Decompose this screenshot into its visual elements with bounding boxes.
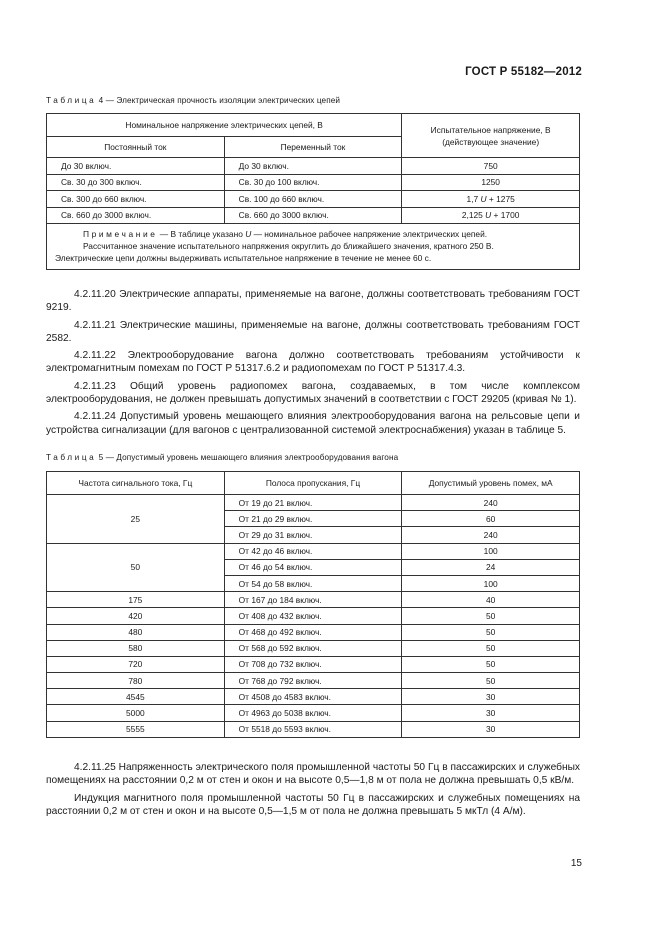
table-row (47, 592, 580, 608)
cell-level: 240 (402, 495, 580, 511)
cell-frequency: 420 (47, 608, 225, 624)
cell-level: 50 (402, 608, 580, 624)
cell-band: От 5518 до 5593 включ. (224, 721, 402, 737)
document-code: ГОСТ Р 55182—2012 (465, 66, 582, 78)
table5-caption-text: 5 — Допустимый уровень мешающего влияния электрооборудования вагона (96, 453, 399, 462)
note-var: U (245, 229, 252, 239)
table-row (47, 721, 580, 737)
cell-frequency: 580 (47, 640, 225, 656)
cell-band: От 167 до 184 включ. (224, 592, 402, 608)
note-duration: Электрические цепи должны выдерживать испытательное напряжение в течение не менее 60 с. (55, 253, 432, 264)
test-var: U (480, 193, 487, 204)
cell-level: 100 (402, 575, 580, 591)
table-row (47, 495, 580, 511)
cell-band: От 708 до 732 включ. (224, 656, 402, 672)
cell-band: От 46 до 54 включ. (224, 559, 402, 575)
paragraph: 4.2.11.22 Электрооборудование вагона должно соответствовать требованиям устойчивости к электромагнитным помехам по ГОСТ Р 51317.6.2 и радиопомехам по ГОСТ Р 51317.4.3. (46, 350, 580, 375)
cell-level: 50 (402, 673, 580, 689)
cell-level: 50 (402, 640, 580, 656)
cell-frequency: 50 (47, 543, 225, 592)
table-row (47, 174, 580, 191)
note-text-b: — номинальное рабочее напряжение электрических цепей. (251, 229, 488, 239)
cell-level: 40 (402, 592, 580, 608)
cell-ac: До 30 включ. (224, 158, 402, 175)
table-row (47, 689, 580, 705)
header-nominal-voltage: Номинальное напряжение электрических цепей, В (47, 114, 402, 137)
header-level: Допустимый уровень помех, мА (402, 472, 580, 495)
paragraph: 4.2.11.21 Электрические машины, применяемые на вагоне, должны соответствовать требованиям ГОСТ 2582. (46, 319, 580, 344)
cell-frequency: 25 (47, 495, 225, 544)
table-row (47, 158, 580, 175)
test-const: + 1700 (491, 210, 520, 221)
header-band: Полоса пропускания, Гц (224, 472, 402, 495)
cell-test (402, 207, 580, 224)
table5-caption (46, 453, 398, 462)
table-row (47, 673, 580, 689)
paragraph: 4.2.11.23 Общий уровень радиопомех вагона, создаваемых, в том числе комплексом электрооборудования, не должен превышать допустимых значений в соответствии с ГОСТ 29205 (кривая № 1). (46, 380, 580, 405)
test-coef: 1,7 (466, 193, 481, 204)
cell-dc: Св. 30 до 300 включ. (47, 174, 225, 191)
note-text-a: — В таблице указано (157, 229, 246, 239)
cell-band: От 408 до 432 включ. (224, 608, 402, 624)
test-coef: 2,125 (461, 210, 486, 221)
cell-test: 750 (402, 158, 580, 175)
cell-band: От 42 до 46 включ. (224, 543, 402, 559)
cell-dc: До 30 включ. (47, 158, 225, 175)
cell-dc: Св. 300 до 660 включ. (47, 191, 225, 208)
table4-caption-text: 4 — Электрическая прочность изоляции электрических цепей (96, 96, 341, 105)
cell-level: 240 (402, 527, 580, 543)
cell-test: 1250 (402, 174, 580, 191)
table-row (47, 608, 580, 624)
cell-band: От 468 до 492 включ. (224, 624, 402, 640)
cell-frequency: 5000 (47, 705, 225, 721)
table-row (47, 543, 580, 559)
cell-level: 30 (402, 705, 580, 721)
cell-level: 24 (402, 559, 580, 575)
note-rounding: Рассчитанное значение испытательного напряжения округлить до ближайшего значения, кратного 250 В. (83, 241, 494, 252)
cell-band: От 768 до 792 включ. (224, 673, 402, 689)
cell-ac: Св. 30 до 100 включ. (224, 174, 402, 191)
cell-frequency: 480 (47, 624, 225, 640)
cell-ac: Св. 660 до 3000 включ. (224, 207, 402, 224)
table-row (47, 656, 580, 672)
table-row (47, 705, 580, 721)
header-test-voltage-line2: (действующее значение) (442, 136, 540, 147)
cell-band: От 21 до 29 включ. (224, 511, 402, 527)
note-word: Примечание (83, 229, 158, 239)
cell-band: От 568 до 592 включ. (224, 640, 402, 656)
header-test-voltage-line1: Испытательное напряжение, В (430, 124, 551, 135)
interference-level-table (46, 471, 580, 738)
cell-band: От 4508 до 4583 включ. (224, 689, 402, 705)
cell-test (402, 191, 580, 208)
cell-ac: Св. 100 до 660 включ. (224, 191, 402, 208)
cell-band: От 19 до 21 включ. (224, 495, 402, 511)
cell-level: 50 (402, 656, 580, 672)
header-dc: Постоянный ток (47, 137, 225, 158)
cell-level: 30 (402, 689, 580, 705)
cell-band: От 4963 до 5038 включ. (224, 705, 402, 721)
paragraph: Индукция магнитного поля промышленной частоты 50 Гц в пассажирских и служебных помещениях на расстоянии 0,2 м от стен и окон и на высоте 0,5—1,5 м от пола не должна превышать 5 мкТл (4 А/м). (46, 792, 580, 817)
table-row (47, 207, 580, 224)
cell-frequency: 720 (47, 656, 225, 672)
cell-frequency: 175 (47, 592, 225, 608)
header-frequency: Частота сигнального тока, Гц (47, 472, 225, 495)
paragraph: 4.2.11.20 Электрические аппараты, применяемые на вагоне, должны соответствовать требованиям ГОСТ 9219. (46, 289, 580, 314)
body-text-1 (46, 288, 580, 441)
cell-frequency: 780 (47, 673, 225, 689)
table5-caption-word: Таблица (46, 453, 97, 462)
cell-level: 30 (402, 721, 580, 737)
body-text-2 (46, 761, 580, 822)
paragraph: 4.2.11.25 Напряженность электрического поля промышленной частоты 50 Гц в пассажирских и служебных помещениях на расстоянии 0,2 м от стен и окон и на высоте 0,5—1,8 м от пола не должна превышать 0,5 кВ/м. (46, 762, 580, 787)
table4-note (47, 224, 580, 270)
page-number: 15 (570, 858, 582, 869)
cell-frequency: 5555 (47, 721, 225, 737)
paragraph: 4.2.11.24 Допустимый уровень мешающего влияния электрооборудования вагона на рельсовые цепи и устройства сигнализации (для вагонов с централизованной системой электроснабжения) указан в таблице 5. (46, 411, 580, 436)
cell-level: 60 (402, 511, 580, 527)
table4-caption-word: Таблица (46, 96, 97, 105)
test-var: U (485, 210, 492, 221)
header-test-voltage (402, 114, 580, 158)
cell-frequency: 4545 (47, 689, 225, 705)
cell-level: 100 (402, 543, 580, 559)
cell-dc: Св. 660 до 3000 включ. (47, 207, 225, 224)
table-row (47, 640, 580, 656)
insulation-strength-table (46, 113, 580, 270)
test-const: + 1275 (486, 193, 515, 204)
header-ac: Переменный ток (224, 137, 402, 158)
table-row (47, 191, 580, 208)
cell-band: От 29 до 31 включ. (224, 527, 402, 543)
cell-band: От 54 до 58 включ. (224, 575, 402, 591)
table4-caption (46, 96, 340, 105)
table-row (47, 624, 580, 640)
cell-level: 50 (402, 624, 580, 640)
